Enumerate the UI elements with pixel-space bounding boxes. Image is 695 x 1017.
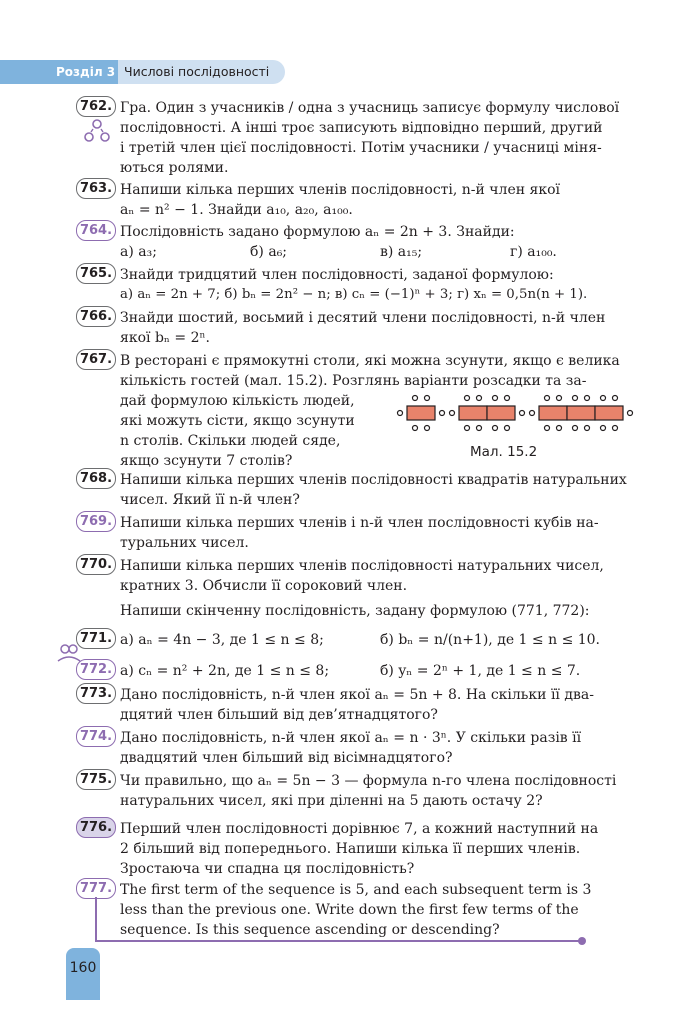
problem-text-line: двадцятий член більший від вісімнадцятого? (120, 750, 453, 766)
problem-number: 775. (76, 769, 116, 790)
problem-text-line: чисел. Який її n-й член? (120, 492, 300, 508)
problem-number: 774. (76, 726, 116, 747)
problem-text-line: less than the previous one. Write down the first few terms of the (120, 902, 579, 918)
problem-number: 770. (76, 554, 116, 575)
problem-text-line: натуральних чисел, які при діленні на 5 дають остачу 2? (120, 793, 543, 809)
problem-text-line: В ресторані є прямокутні столи, які можна зсунути, якщо є велика (120, 353, 620, 369)
problem-text-line: ються ролями. (120, 160, 229, 176)
problem-text-line: Перший член послідовності дорівнює 7, а кожний наступний на (120, 821, 599, 837)
chapter-title: Числові послідовності (124, 64, 270, 79)
group-game-icon (84, 118, 110, 144)
problem-number: 766. (76, 306, 116, 327)
problem-text-line: sequence. Is this sequence ascending or descending? (120, 922, 500, 938)
problem-text-line: якщо зсунути 7 столів? (120, 453, 293, 469)
problem-text-line: 2 більший від попереднього. Напиши кілька її перших членів. (120, 841, 581, 857)
problem-text-line: Дано послідовність, n-й член якої aₙ = n · 3ⁿ. У скільки разів її (120, 730, 582, 746)
problem-option: в) a₁₅; (380, 244, 423, 260)
problem-text-line: дцятий член більший від дев’ятнадцятого? (120, 707, 438, 723)
figure-caption: Мал. 15.2 (470, 444, 538, 460)
problem-text-line: aₙ = n² − 1. Знайди a₁₀, a₂₀, a₁₀₀. (120, 202, 353, 218)
problem-option: г) a₁₀₀. (510, 244, 557, 260)
problem-number: 769. (76, 511, 116, 532)
problem-text-line: Знайди тридцятий член послідовності, заданої формулою: (120, 267, 554, 283)
problem-text-line: Напиши кілька перших членів послідовності квадратів натуральних (120, 472, 627, 488)
problem-text-line: n столів. Скільки людей сяде, (120, 433, 341, 449)
problem-text-line: які можуть сісти, якщо зсунути (120, 413, 355, 429)
problem-number: 764. (76, 220, 116, 241)
section-label: Розділ 3 (0, 60, 118, 84)
problem-number: 773. (76, 683, 116, 704)
english-task-underline (95, 940, 582, 942)
problem-number: 763. (76, 178, 116, 199)
page-number: 160 (69, 960, 97, 976)
problem-text-line: кількість гостей (мал. 15.2). Розглянь варіанти розсадки та за- (120, 373, 587, 389)
problem-text-line: Дано послідовність, n-й член якої aₙ = 5n + 8. На скільки її два- (120, 687, 594, 703)
problem-number: 762. (76, 96, 116, 117)
problem-option: б) yₙ = 2ⁿ + 1, де 1 ≤ n ≤ 7. (380, 663, 581, 679)
problem-number: 765. (76, 263, 116, 284)
english-task-dot (578, 937, 586, 945)
problem-text-line: туральних чисел. (120, 535, 249, 551)
problem-text-line: Послідовність задано формулою aₙ = 2n + 3. Знайди: (120, 224, 515, 240)
problem-text-line: Знайди шостий, восьмий і десятий члени послідовності, n-й член (120, 310, 606, 326)
problem-option: б) bₙ = n/(n+1), де 1 ≤ n ≤ 10. (380, 632, 601, 648)
problem-text-line: Зростаюча чи спадна ця послідовність? (120, 861, 415, 877)
problem-option: б) a₆; (250, 244, 288, 260)
problem-number: 767. (76, 349, 116, 370)
problem-text-line: The first term of the sequence is 5, and each subsequent term is 3 (120, 882, 592, 898)
problem-number: 772. (76, 659, 116, 680)
instruction-line: Напиши скінченну послідовність, задану формулою (771, 772): (120, 603, 590, 619)
problem-text-line: Чи правильно, що aₙ = 5n − 3 — формула n-го члена послідовності (120, 773, 617, 789)
english-task-bracket (95, 897, 97, 941)
problem-text-line: кратних 3. Обчисли її сороковий член. (120, 578, 408, 594)
problem-number: 768. (76, 468, 116, 489)
problem-text-line: Гра. Один з учасників / одна з учасниць записує формулу числової (120, 100, 620, 116)
problem-text-line: і третій член цієї послідовності. Потім учасники / учасниці міня- (120, 140, 602, 156)
problem-number: 777. (76, 878, 116, 899)
problem-text-line: дай формулою кількість людей, (120, 393, 355, 409)
pair-work-icon (56, 643, 82, 663)
problem-text-line: послідовності. А інші троє записують відповідно перший, другий (120, 120, 603, 136)
problem-option: а) aₙ = 4n − 3, де 1 ≤ n ≤ 8; (120, 632, 324, 648)
problem-text-line: Напиши кілька перших членів і n-й член послідовності кубів на- (120, 515, 599, 531)
problem-text-line: якої bₙ = 2ⁿ. (120, 330, 211, 346)
problem-text-line: Напиши кілька перших членів послідовності натуральних чисел, (120, 558, 604, 574)
problem-number: 771. (76, 628, 116, 649)
page-number-tab (66, 948, 100, 1000)
restaurant-tables-figure (395, 392, 655, 440)
problem-text-line: Напиши кілька перших членів послідовності, n-й член якої (120, 182, 561, 198)
problem-option: а) a₃; (120, 244, 157, 260)
problem-option: а) cₙ = n² + 2n, де 1 ≤ n ≤ 8; (120, 663, 330, 679)
problem-number: 776. (76, 817, 116, 838)
chapter-header (0, 60, 285, 84)
problem-text-line: а) aₙ = 2n + 7; б) bₙ = 2n² − n; в) cₙ = (−1)ⁿ + 3; г) xₙ = 0,5n(n + 1). (120, 287, 588, 302)
